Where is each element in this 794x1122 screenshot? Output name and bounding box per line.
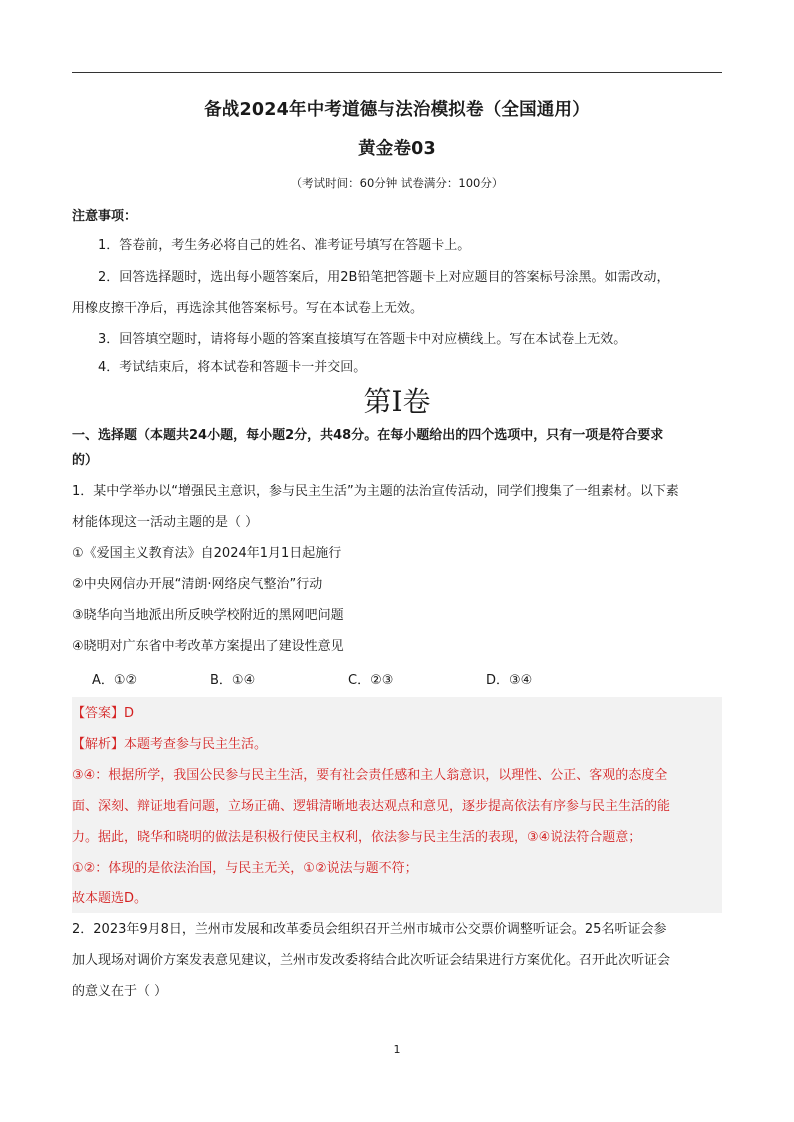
answer-label: 【答案】D: [72, 706, 135, 721]
notice-heading: 注意事项：: [72, 209, 138, 224]
document-title: 备战2024年中考道德与法治模拟卷（全国通用）: [204, 100, 590, 120]
analysis-line: ③④：根据所学，我国公民参与民主生活，要有社会责任感和主人翁意识，以理性、公正、客观的态度全: [72, 768, 668, 783]
notice-item: 1．答卷前，考生务必将自己的姓名、准考证号填写在答题卡上。: [98, 238, 471, 253]
notice-item: 用橡皮擦干净后，再选涂其他答案标号。写在本试卷上无效。: [72, 301, 424, 316]
analysis-line: ①②：体现的是依法治国，与民主无关，①②说法与题不符；: [72, 861, 418, 876]
question-1-item: ①《爱国主义教育法》自2024年1月1日起施行: [72, 546, 342, 561]
option-c: C．②③: [348, 673, 394, 688]
question-2-stem: 加人现场对调价方案发表意见建议，兰州市发改委将结合此次听证会结果进行方案优化。召开此次听证会: [72, 953, 671, 968]
analysis-conclusion: 故本题选D。: [72, 891, 148, 906]
analysis-line: 面、深刻、辩证地看问题，立场正确、逻辑清晰地表达观点和意见，逐步提高依法有序参与民主生活的能: [72, 799, 671, 814]
question-2-stem: 2．2023年9月8日，兰州市发展和改革委员会组织召开兰州市城市公交票价调整听证会。25名听证会参: [72, 922, 667, 937]
option-a: A．①②: [92, 673, 138, 688]
option-d: D．③④: [486, 673, 533, 688]
volume-heading: 第Ⅰ卷: [363, 385, 431, 418]
analysis-heading: 【解析】本题考查参与民主生活。: [72, 737, 268, 752]
analysis-line: 力。据此，晓华和晓明的做法是积极行使民主权利，依法参与民主生活的表现，③④说法符合题意；: [72, 830, 642, 845]
section-heading: 一、选择题（本题共24小题，每小题2分，共48分。在每小题给出的四个选项中，只有一项是符合要求: [72, 428, 664, 443]
section-heading-cont: 的）: [72, 453, 99, 468]
notice-item: 2．回答选择题时，选出每小题答案后，用2B铅笔把答题卡上对应题目的答案标号涂黑。如需改动，: [98, 270, 670, 285]
option-b: B．①④: [210, 673, 256, 688]
document-subtitle: 黄金卷03: [358, 139, 436, 159]
question-1-item: ③晓华向当地派出所反映学校附近的黑网吧问题: [72, 608, 344, 623]
notice-item: 3．回答填空题时，请将每小题的答案直接填写在答题卡中对应横线上。写在本试卷上无效。: [98, 332, 627, 347]
header-rule: [72, 72, 722, 73]
question-1-item: ④晓明对广东省中考改革方案提出了建设性意见: [72, 639, 344, 654]
notice-item: 4．考试结束后，将本试卷和答题卡一并交回。: [98, 360, 367, 375]
page-number: 1: [393, 1043, 401, 1056]
question-2-stem: 的意义在于（ ）: [72, 984, 168, 999]
exam-info: （考试时间：60分钟 试卷满分：100分）: [290, 176, 504, 190]
question-1-stem: 1．某中学举办以“增强民主意识，参与民主生活”为主题的法治宣传活动，同学们搜集了一组素材。以下素: [72, 484, 679, 499]
question-1-stem-cont: 材能体现这一活动主题的是（ ）: [72, 515, 259, 530]
question-1-item: ②中央网信办开展“清朗·网络戾气整治”行动: [72, 577, 323, 592]
